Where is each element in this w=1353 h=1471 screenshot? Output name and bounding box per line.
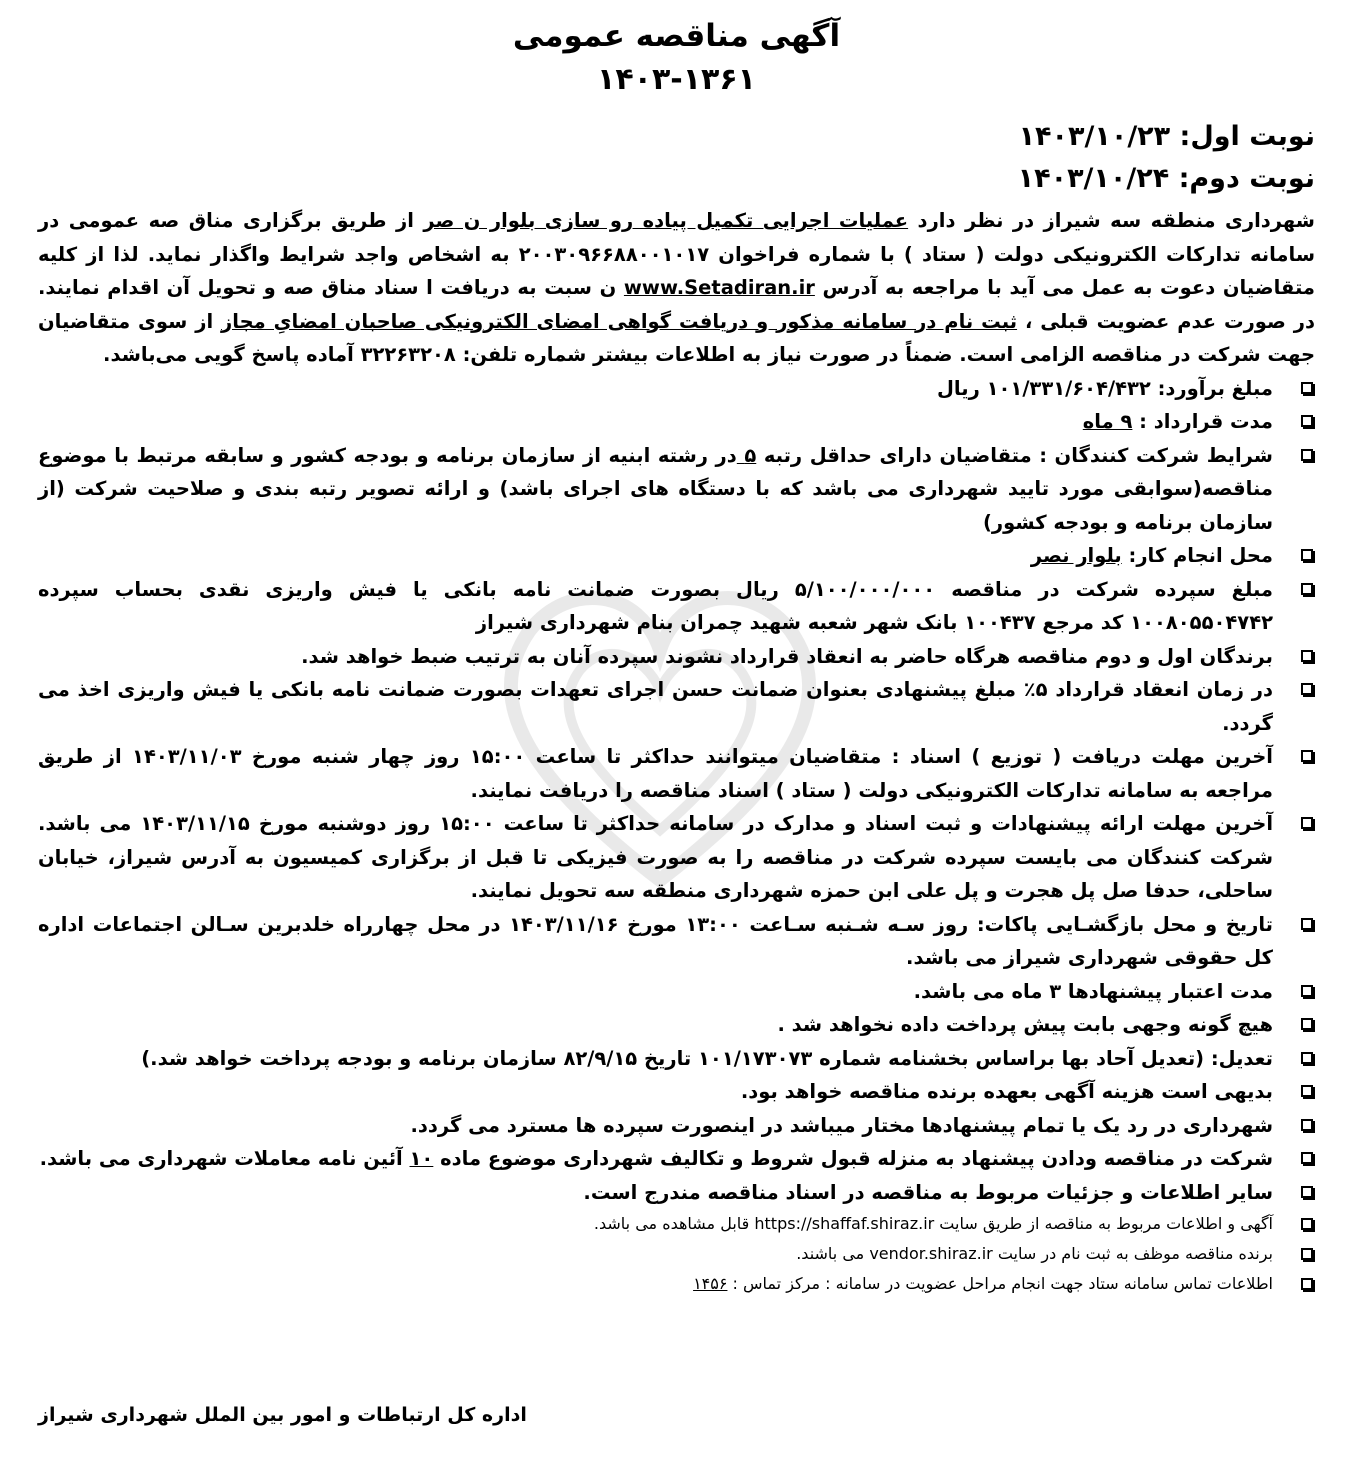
registration-requirement: ثبت نام در سامانه مذکور و دریافت گواهی امضای الکترونیکی صاحبان امضایِ مجاز <box>221 309 1018 333</box>
second-turn-date: نوبت دوم: ۱۴۰۳/۱۰/۲۴ <box>1017 163 1315 194</box>
list-item <box>38 405 1315 439</box>
checkbox-bullet-icon <box>1301 1218 1313 1230</box>
checkbox-bullet-icon <box>1301 1052 1313 1064</box>
list-item <box>38 573 1315 640</box>
item-underlined-value: ۵ <box>736 443 757 467</box>
list-item <box>38 740 1315 807</box>
checkbox-bullet-icon <box>1301 650 1313 662</box>
item-link[interactable]: https://shaffaf.shiraz.ir <box>754 1214 935 1233</box>
list-item <box>38 807 1315 908</box>
intro-text-1: شهرداری منطقه سه شیراز در نظر دارد <box>908 209 1315 232</box>
item-text: تاریخ و محل بازگشـایی پاکات: روز سـه شـنبه سـاعت ۱۳:۰۰ مورخ ۱۴۰۳/۱۱/۱۶ در محل چهارراه خلدبرین سـالن اجتماعات اداره کل حقوقی شهرداری شیراز می باشد. <box>38 912 1273 969</box>
list-item <box>38 439 1315 540</box>
item-link[interactable]: vendor.shiraz.ir <box>869 1244 993 1263</box>
item-text: آخرین مهلت ارائه پیشنهادات و ثبت اسناد و مدارک در سامانه حداکثر تا ساعت ۱۵:۰۰ روز دوشنبه مورخ ۱۴۰۳/۱۱/۱۵ می باشد. شرکت کنندگان می بایست سپرده شرکت در مناقصه را به صورت فیزیکی تا قبل از برگزاری کمیسیون به آدرس شیراز، خیابان ساحلی، حدفا صل پل هجرت و پل علی ابن حمزه شهرداری منطقه سه تحویل نمایند. <box>38 812 1274 902</box>
checkbox-bullet-icon <box>1301 918 1313 930</box>
list-item <box>38 372 1315 406</box>
intro-text-2: از طریق برگزاری مناق صه عمومی در سامانه تدارکات الکترونیکی دولت ( ستاد ) با شماره فراخوان ۲۰۰۳۰۹۶۶۸۸۰۰۱۰۱۷ به اشخاص واجد شرایط واگذار نماید. لذا از کلیه متقاضیان دعوت به عمل می آید با مراجعه به آدرس <box>38 209 1315 299</box>
list-item <box>38 539 1315 573</box>
project-title: عملیات اجرایی تکمیل پیاده رو سازی بلوار ن صر <box>423 209 909 232</box>
checkbox-bullet-icon <box>1301 449 1313 461</box>
item-underlined-value: بلوار نصر <box>1030 544 1122 567</box>
item-text: آخرین مهلت دریافت ( توزیع ) اسناد : متقاضیان میتوانند حداکثر تا ساعت ۱۵:۰۰ روز چهار شنبه مورخ ۱۴۰۳/۱۱/۰۳ از طریق مراجعه به سامانه تدارکات الکترونیکی دولت ( ستاد ) اسناد مناقصه را دریافت نمایند. <box>38 745 1273 802</box>
item-text: آگهی و اطلاعات مربوط به مناقصه از طریق سایت <box>934 1214 1273 1233</box>
first-turn-date: نوبت اول: ۱۴۰۳/۱۰/۲۳ <box>1018 121 1315 152</box>
checkbox-bullet-icon <box>1301 750 1313 762</box>
checkbox-bullet-icon <box>1301 985 1313 997</box>
checkbox-bullet-icon <box>1301 1018 1313 1030</box>
checkbox-bullet-icon <box>1301 817 1313 829</box>
notice-title: آگهی مناقصه عمومی <box>512 18 841 54</box>
list-item <box>38 1209 1315 1239</box>
item-text: محل انجام کار: <box>1121 544 1273 567</box>
list-item <box>38 1008 1315 1042</box>
item-text: سایر اطلاعات و جزئیات مربوط به مناقصه در اسناد مناقصه مندرج است. <box>583 1180 1273 1204</box>
item-text: مدت قرارداد : <box>1132 410 1273 433</box>
intro-text-3: ن سبت به دریافت ا سناد مناق صه و تحویل آن اقدام نمایند. در صورت عدم عضویت قبلی ، <box>38 276 1315 333</box>
item-text-end: در رشته ابنیه از سازمان برنامه و بودجه کشور و سابقه مرتبط با موضوع مناقصه(سوابقی مورد تایید شهرداری می باشد که با دستگاه های اجرای باشد) و ارائه تصویر رتبه بندی و صلاحیت شرکت (از سازمان برنامه و بودجه کشور) <box>38 443 1273 534</box>
setadiran-link[interactable]: www.Setadiran.ir <box>623 276 815 299</box>
checkbox-bullet-icon <box>1301 583 1313 595</box>
conditions-list <box>38 372 1315 1300</box>
item-underlined-value: ۹ ماه <box>1082 410 1133 433</box>
checkbox-bullet-icon <box>1301 1186 1313 1198</box>
checkbox-bullet-icon <box>1301 1278 1313 1290</box>
item-text: برنده مناقصه موظف به ثبت نام در سایت <box>992 1244 1273 1263</box>
intro-paragraph <box>38 204 1315 372</box>
item-text: مبلغ سپرده شرکت در مناقصه ۵/۱۰۰/۰۰۰/۰۰۰ ریال بصورت ضمانت نامه بانکی یا فیش واریزی نقدی بحساب سپرده ۱۰۰۸۰۵۵۰۴۷۴۲ کد مرجع ۱۰۰۴۳۷ بانک شهر شعبه شهید چمران بنام شهرداری شیراز <box>38 577 1273 634</box>
item-text: تعدیل: (تعدیل آحاد بها براساس بخشنامه شماره ۱۰۱/۱۷۳۰۷۳ تاریخ ۸۲/۹/۱۵ سازمان برنامه و بودجه پرداخت خواهد شد.) <box>141 1046 1273 1070</box>
list-item <box>38 1239 1315 1269</box>
list-item <box>38 640 1315 674</box>
checkbox-bullet-icon <box>1301 415 1313 427</box>
item-text: برندگان اول و دوم مناقصه هرگاه حاضر به انعقاد قرارداد نشوند سپرده آنان به ترتیب ضبط خواهد شد. <box>301 644 1273 668</box>
list-item <box>38 1109 1315 1143</box>
item-text: اطلاعات تماس سامانه ستاد جهت انجام مراحل عضویت در سامانه : مرکز تماس : <box>727 1274 1273 1293</box>
notice-number: ۱۴۰۳-۱۳۶۱ <box>597 62 756 97</box>
list-item <box>38 1042 1315 1076</box>
item-text-end: می باشند. <box>796 1244 870 1263</box>
checkbox-bullet-icon <box>1301 549 1313 561</box>
checkbox-bullet-icon <box>1301 1248 1313 1260</box>
checkbox-bullet-icon <box>1301 382 1313 394</box>
item-text: شهرداری در رد یک یا تمام پیشنهادها مختار میباشد در اینصورت سپرده ها مسترد می گردد. <box>410 1113 1273 1137</box>
item-text-end: قابل مشاهده می باشد. <box>593 1214 755 1233</box>
item-text: مبلغ برآورد: ۱۰۱/۳۳۱/۶۰۴/۴۳۲ ریال <box>937 376 1273 400</box>
item-text-end: آئین نامه معاملات شهرداری می باشد. <box>39 1147 410 1170</box>
item-text: شرایط شرکت کنندگان : متقاضیان دارای حداقل رتبه <box>756 443 1273 467</box>
list-item <box>38 975 1315 1009</box>
list-item <box>38 673 1315 740</box>
list-item <box>38 1142 1315 1176</box>
item-text: مدت اعتبار پیشنهادها ۳ ماه می باشد. <box>913 979 1273 1003</box>
item-text: هیچ گونه وجهی بابت پیش پرداخت داده نخواهد شد . <box>777 1013 1273 1036</box>
item-underlined-value: ۱۰ <box>409 1147 434 1170</box>
list-item <box>38 1176 1315 1210</box>
list-item <box>38 1269 1315 1299</box>
checkbox-bullet-icon <box>1301 1119 1313 1131</box>
item-text: شرکت در مناقصه ودادن پیشنهاد به منزله قبول شروط و تکالیف شهرداری موضوع ماده <box>433 1147 1273 1170</box>
list-item <box>38 1075 1315 1109</box>
checkbox-bullet-icon <box>1301 1152 1313 1164</box>
item-text: بدیهی است هزینه آگهی بعهده برنده مناقصه خواهد بود. <box>740 1080 1273 1103</box>
checkbox-bullet-icon <box>1301 683 1313 695</box>
issuer-footer: اداره کل ارتباطات و امور بین الملل شهرداری شیراز <box>38 1404 527 1426</box>
item-text: در زمان انعقاد قرارداد ۵٪ مبلغ پیشنهادی بعنوان ضمانت حسن اجرای تعهدات بصورت ضمانت نامه بانکی یا فیش واریزی اخذ می گردد. <box>38 678 1273 735</box>
list-item <box>38 908 1315 975</box>
intro-text-4: از سوی متقاضیان جهت شرکت در مناقصه الزامی است. ضمناً در صورت نیاز به اطلاعات بیشتر شماره تلفن: ۳۲۲۶۳۲۰۸ آماده پاسخ گویی می‌باشد. <box>38 309 1315 366</box>
item-underlined-value: ۱۴۵۶ <box>693 1274 728 1293</box>
checkbox-bullet-icon <box>1301 1085 1313 1097</box>
